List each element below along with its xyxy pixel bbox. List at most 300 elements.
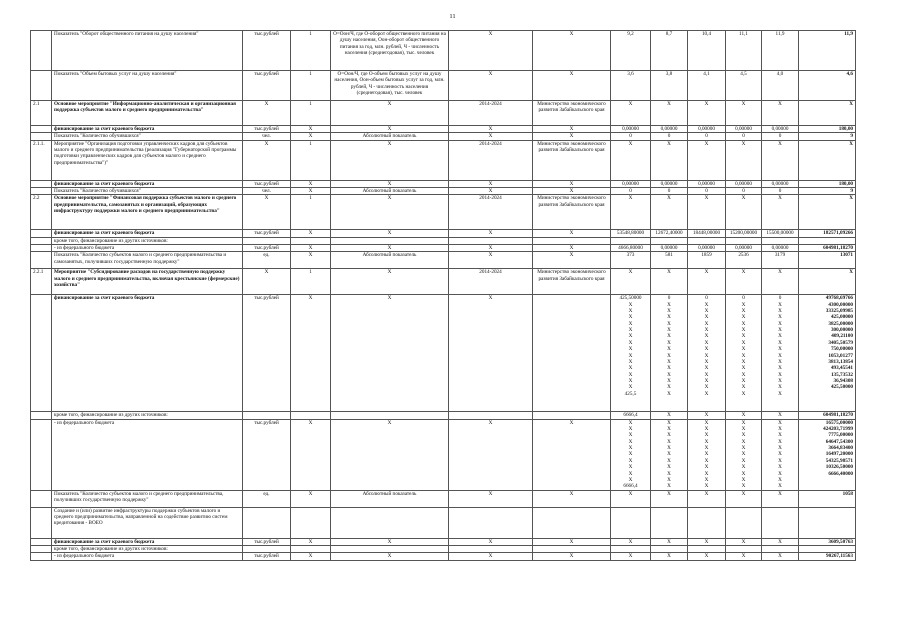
cell-num xyxy=(31,545,52,552)
cell-y2020: 0 xyxy=(651,188,688,195)
cell-y2023: 0 Х Х Х Х Х Х Х Х Х Х Х Х Х Х Х xyxy=(762,295,799,412)
cell-period xyxy=(449,237,533,244)
table-row xyxy=(31,101,856,126)
cell-y2020: Х xyxy=(651,553,688,560)
cell-y2020: 3,8 xyxy=(651,71,688,101)
cell-period: 2014-2024 xyxy=(449,269,533,295)
cell-num xyxy=(31,71,52,101)
cell-period xyxy=(449,412,533,419)
cell-y2021 xyxy=(688,237,726,244)
cell-method xyxy=(291,545,331,552)
cell-y2023 xyxy=(762,507,799,538)
cell-executor: Х xyxy=(533,245,611,252)
cell-executor: Х xyxy=(533,419,611,490)
cell-y2023: 3179 xyxy=(762,252,799,269)
cell-unit xyxy=(243,545,291,552)
table-row xyxy=(31,419,856,490)
cell-num: 2.1 xyxy=(31,101,52,126)
cell-y2023: 15500,00000 xyxy=(762,230,799,237)
table-row xyxy=(31,269,856,295)
cell-name: - из федерального бюджета xyxy=(52,245,243,252)
cell-y2021 xyxy=(688,507,726,538)
cell-y2023: 0,00000 xyxy=(762,245,799,252)
cell-period: Х xyxy=(449,490,533,507)
table-row xyxy=(31,230,856,237)
cell-formula: Х xyxy=(331,101,449,126)
cell-name: Мероприятие "Субсидирование расходов на государственную поддержку малого и среднего предпринимательства, включая крестьянские (фермерские) хозяйства" xyxy=(52,269,243,295)
cell-y2023: 11,9 xyxy=(762,31,799,71)
program-table xyxy=(30,30,856,561)
table-row xyxy=(31,538,856,545)
cell-y2021: 18448,00000 xyxy=(688,230,726,237)
cell-y2020: Х xyxy=(651,195,688,230)
cell-y2020: 0 xyxy=(651,133,688,140)
cell-y2022: Х xyxy=(726,490,762,507)
cell-y2023: 0,00000 xyxy=(762,180,799,187)
cell-method xyxy=(291,237,331,244)
cell-name: Показатель "Количество субъектов малого и среднего предпринимательства и самозанятых, получивших государственную поддержку" xyxy=(52,252,243,269)
cell-y2022: Х xyxy=(726,269,762,295)
cell-name: Основное мероприятие "Финансовая поддержка субъектов малого и среднего предпринимательства, самозанятых и организаций, образующих инфраструктуру поддержки малого и среднего предпринимательства" xyxy=(52,195,243,230)
cell-y2021: 4,1 xyxy=(688,71,726,101)
cell-name: Мероприятие "Организация подготовки управленческих кадров для субъектов малого и среднего предпринимательства (реализация "Губернаторской программы подготовки управленческих кадров для субъектов малого и среднего предпринимательства")" xyxy=(52,140,243,180)
cell-y2022: Х xyxy=(726,553,762,560)
cell-executor: Х xyxy=(533,252,611,269)
cell-y2021: Х xyxy=(688,490,726,507)
cell-formula: Х xyxy=(331,245,449,252)
cell-y2022 xyxy=(726,237,762,244)
table-row xyxy=(31,133,856,140)
cell-formula: О=Оон/Ч, где О-оборот общественного питания на душу населения, Оон-оборот общественного питания за год, млн. рублей, Ч - численность населения (среднегодовая), тыс. человек xyxy=(331,31,449,71)
cell-executor: Министерство экономического развития Забайкальского края xyxy=(533,101,611,126)
cell-unit: Х xyxy=(243,269,291,295)
cell-period: Х xyxy=(449,230,533,237)
cell-num: 2.1.1. xyxy=(31,140,52,180)
cell-y2020 xyxy=(651,237,688,244)
cell-y2023: Х xyxy=(762,490,799,507)
cell-y2021: Х xyxy=(688,412,726,419)
cell-formula xyxy=(331,237,449,244)
cell-total: 4,6 xyxy=(799,71,856,101)
cell-formula: Х xyxy=(331,538,449,545)
cell-y2021: Х xyxy=(688,538,726,545)
cell-name: Показатель "Оборот общественного питания на душу населения" xyxy=(52,31,243,71)
cell-y2020 xyxy=(651,507,688,538)
cell-y2023: Х xyxy=(762,195,799,230)
cell-y2020: Х Х Х Х Х Х Х Х Х Х Х xyxy=(651,419,688,490)
cell-y2023: 0,00000 xyxy=(762,126,799,133)
cell-num xyxy=(31,237,52,244)
cell-total: 9 xyxy=(799,133,856,140)
table-row xyxy=(31,188,856,195)
cell-num xyxy=(31,245,52,252)
cell-method: Х xyxy=(291,133,331,140)
cell-y2019 xyxy=(611,507,651,538)
table-row xyxy=(31,295,856,412)
cell-unit: тыс.рублей xyxy=(243,180,291,187)
cell-unit: тыс.рублей xyxy=(243,245,291,252)
cell-y2019: Х Х Х Х Х Х Х Х Х Х 6666,4 xyxy=(611,419,651,490)
cell-method: Х xyxy=(291,490,331,507)
cell-y2021 xyxy=(688,545,726,552)
cell-name: финансирование за счет краевого бюджета xyxy=(52,538,243,545)
cell-num xyxy=(31,230,52,237)
cell-name: Создание и (или) развитие инфраструктуры поддержки субъектов малого и среднего предпринимательства, направленной на содействие развитию систем кредитования - ВОЕО xyxy=(52,507,243,538)
cell-formula: Х xyxy=(331,269,449,295)
cell-num xyxy=(31,538,52,545)
cell-unit: тыс.рублей xyxy=(243,230,291,237)
cell-method: 1 xyxy=(291,140,331,180)
cell-y2020: 0,00000 xyxy=(651,126,688,133)
cell-total xyxy=(799,237,856,244)
cell-method: 1 xyxy=(291,31,331,71)
cell-y2019: 4666,80000 xyxy=(611,245,651,252)
cell-formula xyxy=(331,507,449,538)
cell-unit: чел. xyxy=(243,133,291,140)
cell-total: 1058 xyxy=(799,490,856,507)
cell-num xyxy=(31,31,52,71)
cell-total: 9 xyxy=(799,188,856,195)
table-row xyxy=(31,553,856,560)
cell-executor xyxy=(533,507,611,538)
cell-unit: ед. xyxy=(243,252,291,269)
cell-executor xyxy=(533,295,611,412)
cell-executor xyxy=(533,545,611,552)
cell-y2023: Х xyxy=(762,553,799,560)
cell-y2021: Х xyxy=(688,140,726,180)
cell-num xyxy=(31,252,52,269)
cell-name: Основное мероприятие "Информационно-аналитическая и организационная поддержка субъектов малого и среднего предпринимательства" xyxy=(52,101,243,126)
cell-formula: Х xyxy=(331,140,449,180)
table-row xyxy=(31,545,856,552)
cell-y2022: Х Х Х Х Х Х Х Х Х Х Х xyxy=(726,419,762,490)
cell-y2021: 0 xyxy=(688,188,726,195)
cell-formula: Х xyxy=(331,295,449,412)
cell-y2023: Х xyxy=(762,412,799,419)
cell-formula: Абсолютный показатель xyxy=(331,188,449,195)
cell-method: Х xyxy=(291,419,331,490)
cell-formula: Х xyxy=(331,553,449,560)
cell-y2019: 3,6 xyxy=(611,71,651,101)
cell-y2020: Х xyxy=(651,101,688,126)
cell-unit: Х xyxy=(243,195,291,230)
cell-formula: Х xyxy=(331,195,449,230)
cell-y2019 xyxy=(611,237,651,244)
table-body xyxy=(31,31,856,561)
cell-y2023: 4,0 xyxy=(762,71,799,101)
cell-y2022: Х xyxy=(726,140,762,180)
cell-y2020: 581 xyxy=(651,252,688,269)
cell-y2022: 0,00000 xyxy=(726,180,762,187)
cell-total: 90267,11563 xyxy=(799,553,856,560)
cell-executor: Х xyxy=(533,188,611,195)
cell-num xyxy=(31,507,52,538)
cell-unit: тыс.рублей xyxy=(243,553,291,560)
cell-total: 49768,69766 4300,00000 33325,09985 425,00000 3825,00000 300,00000 409,21100 3405,50579 750,00000 1053,01277 3813,13854 493,45541 135,73532 36,94308 425,50000 xyxy=(799,295,856,412)
cell-y2021: 10,4 xyxy=(688,31,726,71)
cell-y2021: 0,00000 xyxy=(688,126,726,133)
cell-y2022 xyxy=(726,507,762,538)
cell-y2019: Х xyxy=(611,195,651,230)
cell-y2019: Х xyxy=(611,269,651,295)
cell-method: Х xyxy=(291,295,331,412)
cell-formula xyxy=(331,545,449,552)
cell-y2022: 2536 xyxy=(726,252,762,269)
table-row xyxy=(31,195,856,230)
cell-num xyxy=(31,188,52,195)
cell-y2023: Х xyxy=(762,269,799,295)
cell-method: Х xyxy=(291,180,331,187)
cell-executor: Министерство экономического развития Забайкальского края xyxy=(533,195,611,230)
cell-num xyxy=(31,295,52,412)
cell-method: 1 xyxy=(291,101,331,126)
cell-period: Х xyxy=(449,133,533,140)
cell-num xyxy=(31,180,52,187)
cell-formula: Х xyxy=(331,126,449,133)
cell-name: Показатель "Количество обучившихся" xyxy=(52,133,243,140)
cell-num: 2.2.1 xyxy=(31,269,52,295)
cell-y2020 xyxy=(651,545,688,552)
cell-method: Х xyxy=(291,553,331,560)
cell-executor: Х xyxy=(533,133,611,140)
cell-period: Х xyxy=(449,538,533,545)
cell-unit: тыс.рублей xyxy=(243,31,291,71)
cell-name: финансирование за счет краевого бюджета xyxy=(52,295,243,412)
cell-total: 16575,00000 424203,71999 7775,00000 64647,54300 3664,83400 16497,20000 54325,98571 10326,50000 6666,40000 xyxy=(799,419,856,490)
cell-unit xyxy=(243,507,291,538)
cell-total: Х xyxy=(799,269,856,295)
cell-total: 11,9 xyxy=(799,31,856,71)
cell-executor xyxy=(533,412,611,419)
cell-y2020: 8,7 xyxy=(651,31,688,71)
cell-name: Показатель "Количество обучившихся" xyxy=(52,188,243,195)
cell-y2022: Х xyxy=(726,195,762,230)
cell-y2019: 0 xyxy=(611,188,651,195)
cell-period: Х xyxy=(449,245,533,252)
cell-y2022: 0 xyxy=(726,188,762,195)
cell-formula: Х xyxy=(331,180,449,187)
cell-name: Показатель "Объем бытовых услуг на душу населения" xyxy=(52,71,243,101)
cell-name: кроме того, финансирование из других источников: xyxy=(52,545,243,552)
cell-unit xyxy=(243,412,291,419)
cell-name: Показатель "Количество субъектов малого и среднего предпринимательства, получивших государственную поддержку" xyxy=(52,490,243,507)
cell-period: Х xyxy=(449,252,533,269)
cell-formula xyxy=(331,412,449,419)
cell-name: кроме того, финансирование из других источников: xyxy=(52,237,243,244)
cell-unit: ед. xyxy=(243,490,291,507)
cell-period xyxy=(449,545,533,552)
cell-num xyxy=(31,419,52,490)
cell-unit: тыс.рублей xyxy=(243,295,291,412)
table-row xyxy=(31,507,856,538)
cell-executor xyxy=(533,237,611,244)
cell-name: - из федерального бюджета xyxy=(52,553,243,560)
cell-name: финансирование за счет краевого бюджета xyxy=(52,180,243,187)
cell-y2019: 9,2 xyxy=(611,31,651,71)
table-row xyxy=(31,245,856,252)
cell-y2019: Х xyxy=(611,140,651,180)
cell-total: Х xyxy=(799,140,856,180)
cell-formula: О=Оон/Ч, где О-объем бытовых услуг на душу населения, Оон-объем бытовых услуг за год, млн. рублей, Ч - численность населения (среднегодовая), тыс. человек xyxy=(331,71,449,101)
cell-period: Х xyxy=(449,180,533,187)
cell-period: Х xyxy=(449,31,533,71)
cell-y2019: Х xyxy=(611,538,651,545)
cell-y2020: Х xyxy=(651,412,688,419)
cell-unit: тыс.рублей xyxy=(243,419,291,490)
cell-executor: Х xyxy=(533,180,611,187)
cell-total: Х xyxy=(799,101,856,126)
cell-period: 2014-2024 xyxy=(449,140,533,180)
cell-y2019: Х xyxy=(611,101,651,126)
cell-y2023 xyxy=(762,545,799,552)
cell-total: 604981,18270 xyxy=(799,245,856,252)
cell-formula: Абсолютный показатель xyxy=(331,133,449,140)
cell-unit: чел. xyxy=(243,188,291,195)
cell-y2019: 373 xyxy=(611,252,651,269)
cell-total: 3609,50763 xyxy=(799,538,856,545)
cell-period: Х xyxy=(449,71,533,101)
cell-unit: Х xyxy=(243,140,291,180)
cell-y2022: 0 xyxy=(726,133,762,140)
table-row xyxy=(31,140,856,180)
cell-method: Х xyxy=(291,538,331,545)
cell-executor: Х xyxy=(533,71,611,101)
cell-unit: Х xyxy=(243,101,291,126)
cell-y2022: Х xyxy=(726,538,762,545)
cell-y2022: Х xyxy=(726,412,762,419)
table-row xyxy=(31,237,856,244)
cell-num xyxy=(31,553,52,560)
cell-executor: Х xyxy=(533,553,611,560)
cell-y2019: 6666,4 xyxy=(611,412,651,419)
cell-method: Х xyxy=(291,230,331,237)
cell-y2019: 425,50000 Х Х Х Х Х Х Х Х Х Х Х Х Х Х 425,5 xyxy=(611,295,651,412)
cell-period xyxy=(449,507,533,538)
cell-y2019 xyxy=(611,545,651,552)
cell-formula: Х xyxy=(331,230,449,237)
cell-executor: Х xyxy=(533,31,611,71)
cell-y2022: 0,00000 xyxy=(726,126,762,133)
cell-period: Х xyxy=(449,419,533,490)
cell-y2022 xyxy=(726,545,762,552)
cell-executor: Х xyxy=(533,538,611,545)
cell-executor: Х xyxy=(533,230,611,237)
cell-total: Х xyxy=(799,195,856,230)
cell-unit: тыс.рублей xyxy=(243,538,291,545)
cell-y2021: Х xyxy=(688,553,726,560)
cell-y2021: 0,00000 xyxy=(688,245,726,252)
cell-executor: Министерство экономического развития Забайкальского края xyxy=(533,269,611,295)
cell-y2022: 0 Х Х Х Х Х Х Х Х Х Х Х Х Х Х Х xyxy=(726,295,762,412)
cell-y2023: 0 xyxy=(762,188,799,195)
cell-total: 182571,09266 xyxy=(799,230,856,237)
cell-y2023: Х xyxy=(762,538,799,545)
cell-method xyxy=(291,507,331,538)
cell-unit xyxy=(243,237,291,244)
cell-method: 1 xyxy=(291,269,331,295)
page-number: 11 xyxy=(449,13,456,20)
cell-y2022: 4,5 xyxy=(726,71,762,101)
cell-y2020: Х xyxy=(651,269,688,295)
cell-y2022: 15200,00000 xyxy=(726,230,762,237)
cell-y2019: 0,00000 xyxy=(611,126,651,133)
table-row xyxy=(31,412,856,419)
cell-y2021: Х xyxy=(688,195,726,230)
cell-y2020: Х xyxy=(651,538,688,545)
cell-total xyxy=(799,507,856,538)
cell-formula: Х xyxy=(331,419,449,490)
cell-period: Х xyxy=(449,295,533,412)
cell-total xyxy=(799,545,856,552)
cell-y2019: 53548,80000 xyxy=(611,230,651,237)
cell-y2021: Х Х Х Х Х Х Х Х Х Х Х xyxy=(688,419,726,490)
cell-method: Х xyxy=(291,245,331,252)
cell-y2020: 12672,40000 xyxy=(651,230,688,237)
cell-name: финансирование за счет краевого бюджета xyxy=(52,230,243,237)
cell-formula: Абсолютный показатель xyxy=(331,252,449,269)
cell-y2021: 1859 xyxy=(688,252,726,269)
table-row xyxy=(31,252,856,269)
cell-executor: Х xyxy=(533,126,611,133)
table-row xyxy=(31,126,856,133)
cell-unit: тыс.рублей xyxy=(243,71,291,101)
cell-num xyxy=(31,126,52,133)
cell-y2020: Х xyxy=(651,490,688,507)
cell-unit: тыс.рублей xyxy=(243,126,291,133)
cell-executor: Министерство экономического развития Забайкальского края xyxy=(533,140,611,180)
table-row xyxy=(31,71,856,101)
table-row xyxy=(31,31,856,71)
cell-period: Х xyxy=(449,126,533,133)
cell-total: 604981,18270 xyxy=(799,412,856,419)
cell-y2021: 0 xyxy=(688,133,726,140)
cell-method: Х xyxy=(291,252,331,269)
cell-y2020: 0,00000 xyxy=(651,245,688,252)
cell-y2019: 0,00000 xyxy=(611,180,651,187)
cell-formula: Абсолютный показатель xyxy=(331,490,449,507)
cell-y2022: 11,1 xyxy=(726,31,762,71)
cell-y2020: 0 Х Х Х Х Х Х Х Х Х Х Х Х Х Х Х xyxy=(651,295,688,412)
cell-name: кроме того, финансирование из других источников: xyxy=(52,412,243,419)
cell-y2019: 0 xyxy=(611,133,651,140)
cell-executor: Х xyxy=(533,490,611,507)
cell-method xyxy=(291,412,331,419)
cell-total: 13071 xyxy=(799,252,856,269)
cell-num xyxy=(31,412,52,419)
cell-y2023 xyxy=(762,237,799,244)
cell-method: 1 xyxy=(291,195,331,230)
cell-y2023: 0 xyxy=(762,133,799,140)
cell-period: Х xyxy=(449,188,533,195)
cell-name: финансирование за счет краевого бюджета xyxy=(52,126,243,133)
cell-y2021: Х xyxy=(688,269,726,295)
cell-num: 2.2 xyxy=(31,195,52,230)
table-row xyxy=(31,180,856,187)
cell-total: 180,00 xyxy=(799,180,856,187)
cell-period: Х xyxy=(449,553,533,560)
cell-method: Х xyxy=(291,126,331,133)
cell-total: 180,00 xyxy=(799,126,856,133)
cell-period: 2014-2024 xyxy=(449,195,533,230)
cell-num xyxy=(31,133,52,140)
cell-y2020: Х xyxy=(651,140,688,180)
cell-y2022: 0,00000 xyxy=(726,245,762,252)
cell-y2019: Х xyxy=(611,490,651,507)
cell-y2021: 0 Х Х Х Х Х Х Х Х Х Х Х Х Х Х Х xyxy=(688,295,726,412)
cell-method: Х xyxy=(291,188,331,195)
cell-name: - из федерального бюджета xyxy=(52,419,243,490)
cell-y2023: Х Х Х Х Х Х Х Х Х Х Х xyxy=(762,419,799,490)
